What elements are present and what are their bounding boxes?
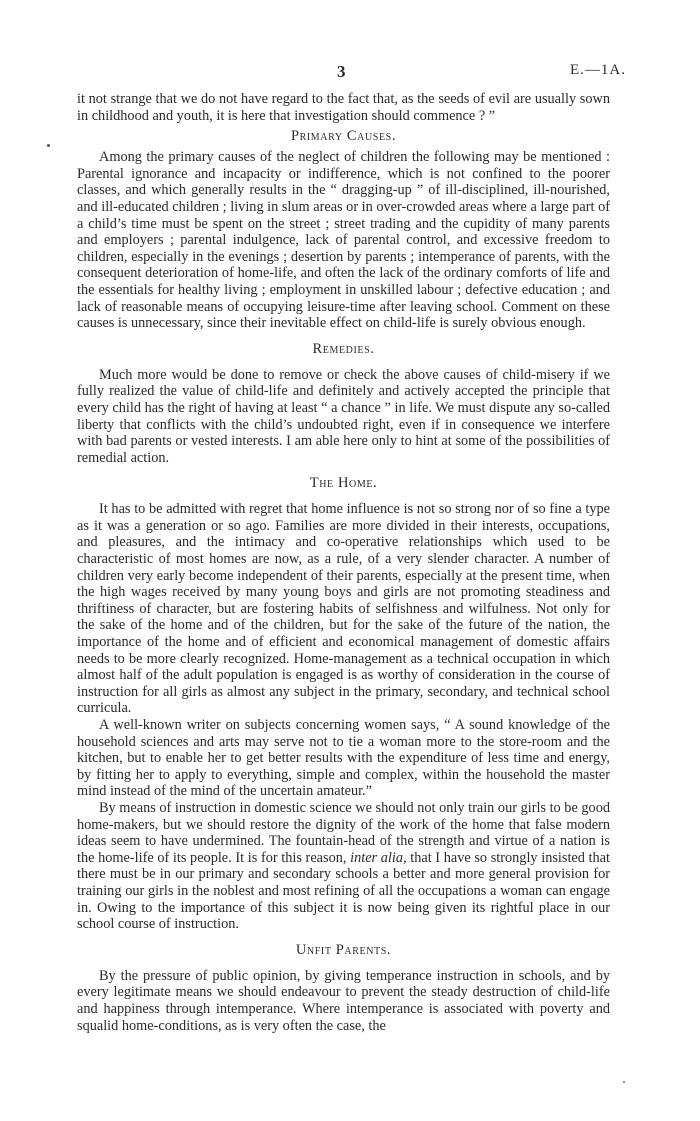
paragraph-quotation: A well-known writer on subjects concerning women says, “ A sound knowledge of the household sciences and arts may serve not to tie a woman more to the store-room and the kitchen, but to enable her to get better results with the expenditure of less time and energy, by fitting her to apply to everything, simple and complex, within the household the master mind instead of the mind of the uncertain amateur.” bbox=[77, 717, 610, 800]
paragraph-primary-causes: Among the primary causes of the neglect of children the following may be mentioned : Parental ignorance and incapacity or indifference, which is not confined to the poorer classes, and which generally results in the “ dragging-up ” of ill-disciplined, ill-nourished, and ill-educated children ; living in slum areas or in over-crowded areas where a large part of a child’s time must be spent on the street ; street trading and the cupidity of many parents and employers ; parental indulgence, lack of parental control, and excessive freedom to children, especially in the evenings ; desertion by parents ; intemperance of parents, with the consequent deterioration of home-life, and often the lack of the ordinary comforts of life and the essentials for healthy living ; employment in unskilled labour ; defective education ; and lack of reasonable means of occupying leisure-time after leaving school. Comment on these causes is unnecessary, since their inevitable effect on child-life is surely obvious enough. bbox=[77, 149, 610, 332]
page-header bbox=[0, 62, 700, 84]
paragraph-text-part: By means of instruction in domestic science we should not only train our girls to be good home-makers, but we should restore the dignity of the work of the home that false modern ideas seem to have undermined. The fountain-head of the strength and virtue of a nation is the home-life of its people. It is for this reason, bbox=[77, 799, 610, 866]
paragraph-domestic-science bbox=[77, 800, 610, 933]
paragraph-remedies: Much more would be done to remove or check the above causes of child-misery if we fully realized the value of child-life and definitely and actively accepted the principle that every child has the right of having at least “ a chance ” in life. We must dispute any so-called liberty that conflicts with the child’s undoubted right, even if in consequence we interfere with bad parents or vested interests. I am able here only to hint at some of the possibilities of remedial action. bbox=[77, 366, 610, 466]
paragraph-continuation: it not strange that we do not have regard to the fact that, as the seeds of evil are usually sown in childhood and youth, it is here that investigation should commence ? ” bbox=[77, 91, 610, 124]
heading-primary-causes: Primary Causes. bbox=[290, 128, 397, 145]
page-number: 3 bbox=[337, 62, 346, 81]
document-reference: E.—1A. bbox=[570, 62, 626, 78]
heading-unfit-parents: Unfit Parents. bbox=[295, 941, 392, 958]
heading-the-home: The Home. bbox=[309, 475, 378, 492]
paragraph-unfit-parents: By the pressure of public opinion, by giving temperance instruction in schools, and by every legitimate means we should endeavour to prevent the steady destruction of child-life and happiness through intemperance. Where intemperance is associated with poverty and squalid home-conditions, as is very often the case, the bbox=[77, 967, 610, 1034]
margin-mark bbox=[47, 144, 50, 147]
paragraph-italic-phrase: inter alia bbox=[350, 849, 403, 866]
heading-remedies: Remedies. bbox=[312, 340, 375, 357]
margin-mark bbox=[623, 1081, 625, 1083]
document-body bbox=[77, 91, 610, 1034]
paragraph-home-influence: It has to be admitted with regret that home influence is not so strong nor of so fine a type as it was a generation or so ago. Families are more divided in their interests, occupations, and pleasures, and the intimacy and co-operative relationships which used to be characteristic of most homes are now, as a rule, of a very slender character. A number of children very early become independent of their parents, especially at the present time, when the high wages received by many young boys and girls are not promoting steadiness and thriftiness of character, but are fostering habits of selfishness and wilfulness. Not only for the sake of the home and of the children, but for the sake of the future of the nation, the importance of the home and of efficient and economical management of domestic affairs needs to be more clearly recognized. Home-management as a technical occupation in which almost half of the adult population is engaged is as worthy of consideration in the course of instruction for all girls as almost any subject in the primary, secondary, and technical school curricula. bbox=[77, 501, 610, 717]
paragraph-text-part: , that I have so strongly insisted that there must be in our primary and secondary schools a better and more general provision for training our girls in the noblest and most refining of all the occupations a woman can engage in. Owing to the importance of this subject it is now being given its rightful place in our school course of instruction. bbox=[77, 849, 610, 933]
